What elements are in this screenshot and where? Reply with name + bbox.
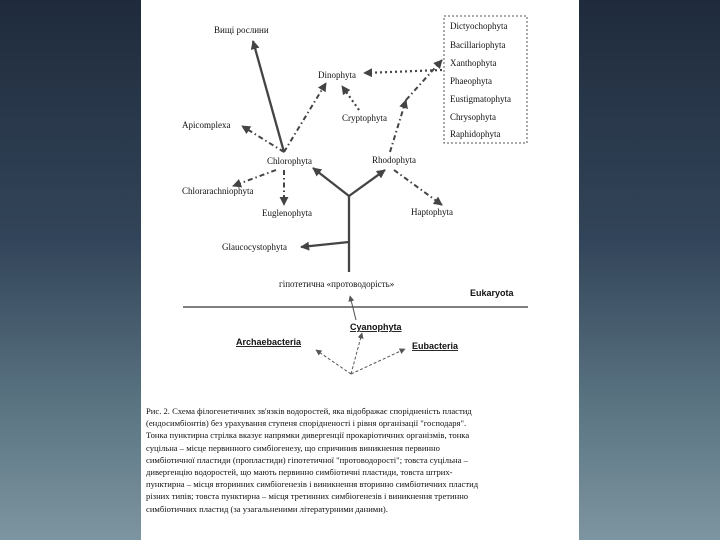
caption-line: пунктирна – місця вторинних симбіогенезів і виникнення вторинно симбіотичних пластид [146, 479, 479, 490]
arrow-to-haptophyta [394, 170, 442, 205]
node-cryptophyta: Cryptophyta [342, 113, 387, 123]
label-eubacteria: Eubacteria [412, 341, 459, 351]
taxon-phaeophyta: Phaeophyta [450, 76, 492, 86]
caption-line: Тонка пунктирна стрілка вказує напрямки дивергенції прокаріотичних організмів, тонка [146, 430, 470, 441]
taxon-bacillariophyta: Bacillariophyta [450, 40, 506, 50]
branch-to-glaucocystophyta [301, 242, 349, 247]
node-apicomplexa: Apicomplexa [182, 120, 231, 130]
arrow-cyanophyta-to-protovodorost [350, 296, 356, 320]
node-protovodorost: гіпотетична «протоводорість» [279, 279, 395, 289]
arrow-chlorophyta-dinophyta [284, 83, 326, 152]
arrow-rhodophyta-upper [390, 100, 406, 152]
arrow-cryptophyta-to-dinophyta [342, 86, 359, 110]
branch-to-chlorophyta [313, 168, 349, 196]
branch-to-higher-plants [253, 41, 284, 152]
arrow-box-to-dinophyta [364, 70, 442, 73]
node-chlorarachniophyta: Chlorarachniophyta [182, 186, 254, 196]
label-cyanophyta: Cyanophyta [350, 322, 402, 332]
node-euglenophyta: Euglenophyta [262, 208, 312, 218]
arrow-to-archaebacteria [316, 350, 351, 374]
caption-line: різних типів; товста пунктирна – місця третинних симбіогенезів і виникнення третинно [146, 491, 469, 502]
taxon-raphidophyta: Raphidophyta [450, 129, 501, 139]
arrow-to-heterokont-box [406, 60, 442, 100]
taxon-chrysophyta: Chrysophyta [450, 112, 496, 122]
caption-line: симбіотичних пластид (за узагальненими літературними даними). [146, 503, 388, 514]
caption-line: симбіотичної пластиди (пропластиди) гіпотетичної "протоводорості"; товста суцільна – [146, 454, 468, 465]
label-eukaryota: Eukaryota [470, 288, 514, 298]
node-glaucocystophyta: Glaucocystophyta [222, 242, 287, 252]
caption-line: дивергенцію водоростей, що мають первинно симбіотичні пластиди, товста штрих- [146, 467, 453, 478]
arrow-to-chlorarachniophyta [233, 170, 276, 186]
node-chlorophyta: Chlorophyta [267, 156, 312, 166]
label-archaebacteria: Archaebacteria [236, 337, 302, 347]
taxon-eustigmatophyta: Eustigmatophyta [450, 94, 511, 104]
tertiary-symbiogenesis-arrows [342, 70, 442, 110]
branch-to-rhodophyta [349, 170, 385, 196]
node-haptophyta: Haptophyta [411, 207, 453, 217]
arrow-to-cyanophyta [351, 333, 362, 374]
caption-line: (ендосимбіонтів) без урахування ступеня спорідненості і рівня організації "господаря". [146, 418, 467, 429]
node-dinophyta: Dinophyta [318, 70, 356, 80]
caption-line: Рис. 2. Схема філогенетичних зв'язків водоростей, яка відображає спорідненість пластид [146, 406, 472, 416]
taxon-xanthophyta: Xanthophyta [450, 58, 497, 68]
caption-line: суцільна – місце первинного симбіогенезу, що спричинив виникнення первинно [146, 442, 440, 453]
node-rhodophyta: Rhodophyta [372, 155, 416, 165]
taxon-dictyochophyta: Dictyochophyta [450, 21, 508, 31]
node-higher-plants: Вищі рослини [214, 25, 269, 35]
arrow-to-eubacteria [351, 349, 405, 374]
figure-caption [146, 405, 564, 515]
prokaryote-divergence-arrows [316, 333, 405, 374]
